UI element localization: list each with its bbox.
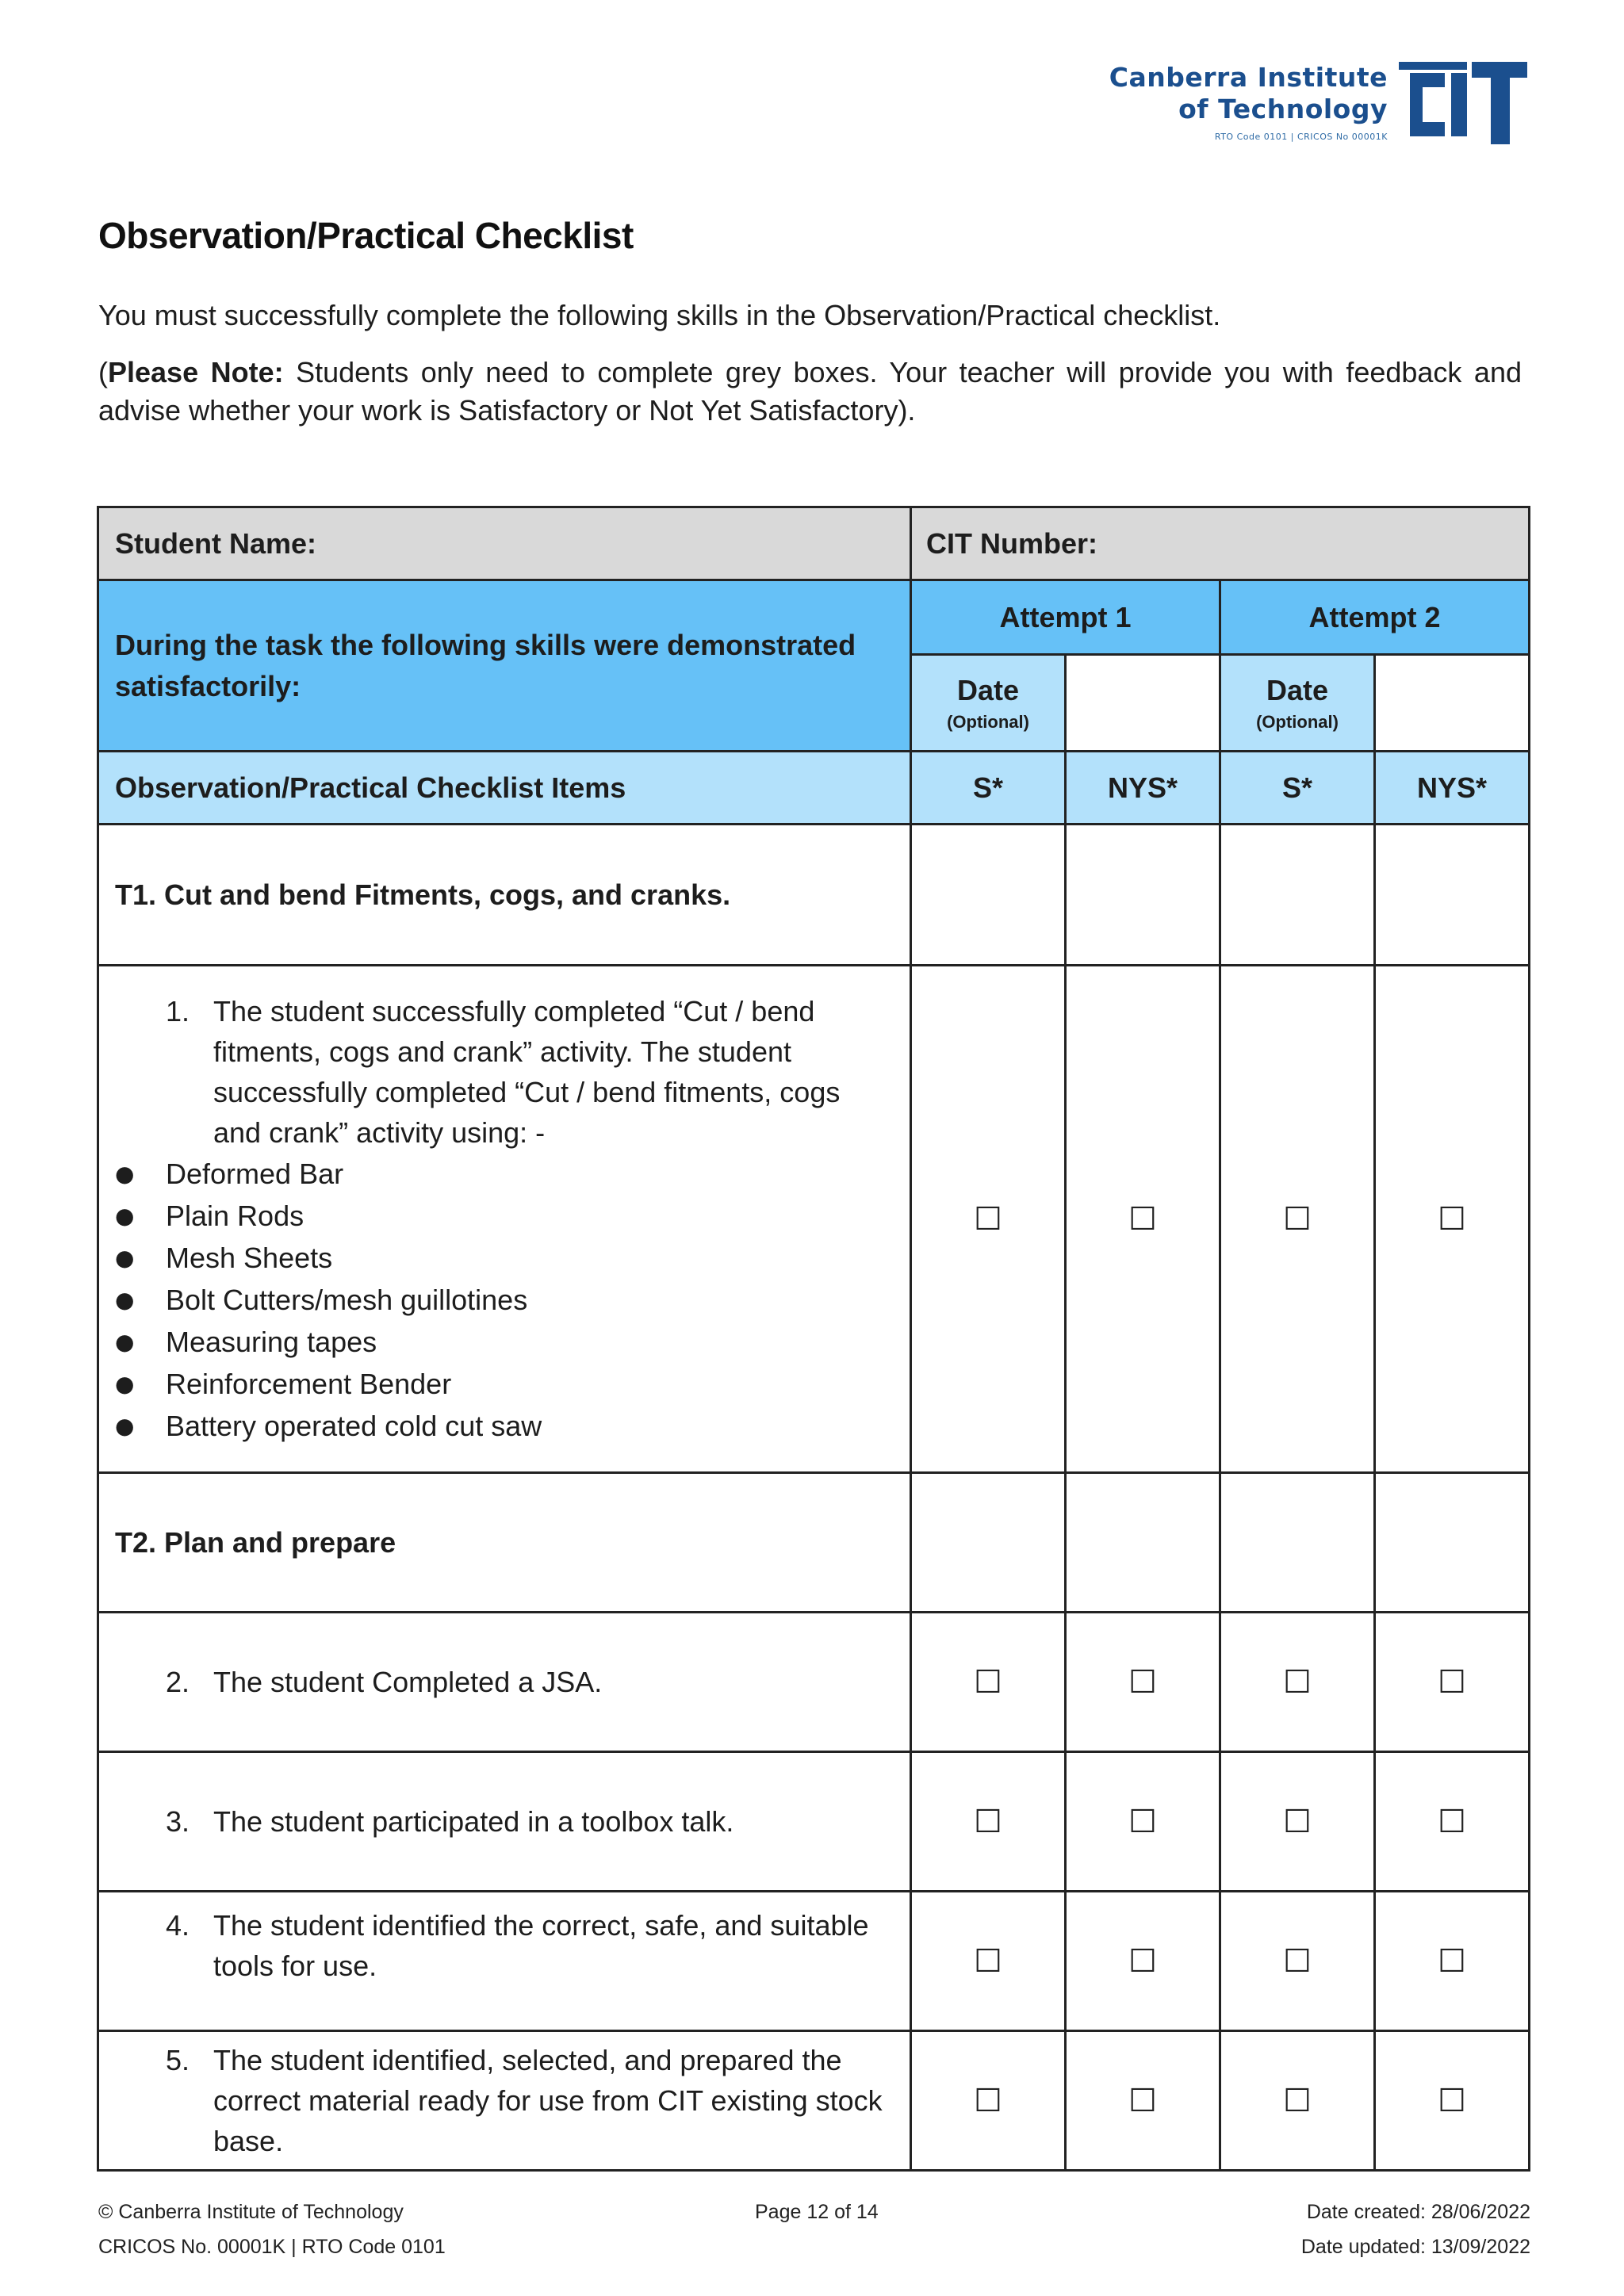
student-name-label: Student Name: bbox=[115, 526, 317, 560]
section-t2-title: T2. Plan and prepare bbox=[98, 1473, 911, 1613]
items-header-row bbox=[98, 752, 1530, 825]
list-item bbox=[115, 1321, 910, 1363]
section-row-t1 bbox=[98, 825, 1530, 966]
item-5-attempt-1-s-checkbox[interactable]: ☐ bbox=[911, 2031, 1066, 2171]
checklist-table bbox=[97, 506, 1530, 2172]
logo-line-2: of Technology bbox=[1178, 94, 1388, 124]
attempt-2-nys-header: NYS* bbox=[1375, 752, 1530, 825]
item-1-text: The student successfully completed “Cut / bend fitments, cogs and crank” activity. The student successfully completed “Cut / bend fitments, cogs and crank” activity using: - bbox=[213, 995, 841, 1149]
date-label: Date bbox=[956, 673, 1020, 706]
list-item bbox=[115, 1153, 910, 1195]
attempt-1-s-header: S* bbox=[911, 752, 1066, 825]
table-row-item-1 bbox=[98, 966, 1530, 1473]
list-item bbox=[115, 1279, 910, 1321]
item-2-text: The student Completed a JSA. bbox=[213, 1666, 603, 1698]
bullet-text: Deformed Bar bbox=[166, 1158, 344, 1190]
logo-line-1: Canberra Institute bbox=[1109, 62, 1388, 93]
item-4-text-block bbox=[99, 1905, 910, 1986]
item-3-cell bbox=[98, 1752, 911, 1892]
bullet-icon: ● bbox=[115, 1371, 135, 1397]
logo-text bbox=[1109, 62, 1388, 142]
empty-cell bbox=[1066, 825, 1220, 966]
item-4-cell bbox=[98, 1892, 911, 2031]
empty-cell bbox=[911, 1473, 1066, 1613]
item-2-attempt-1-s-checkbox[interactable]: ☐ bbox=[911, 1613, 1066, 1752]
cit-number-label: CIT Number: bbox=[926, 526, 1097, 560]
section-row-t2 bbox=[98, 1473, 1530, 1613]
skills-header: During the task the following skills were demonstrated satisfactorily: bbox=[98, 580, 911, 752]
logo-subtext: RTO Code 0101 | CRICOS No 00001K bbox=[1214, 132, 1388, 142]
empty-cell bbox=[1066, 1473, 1220, 1613]
bullet-icon: ● bbox=[115, 1161, 135, 1187]
item-1-text-block bbox=[99, 991, 910, 1153]
bullet-icon: ● bbox=[115, 1413, 135, 1439]
item-4-attempt-1-nys-checkbox[interactable]: ☐ bbox=[1066, 1892, 1220, 2031]
item-5-attempt-2-s-checkbox[interactable]: ☐ bbox=[1220, 2031, 1375, 2171]
attempt-2-date-label bbox=[1220, 655, 1375, 752]
bullet-icon: ● bbox=[115, 1329, 135, 1355]
attempt-2-header: Attempt 2 bbox=[1220, 580, 1530, 655]
cit-number-field[interactable] bbox=[911, 507, 1530, 580]
page-title: Observation/Practical Checklist bbox=[98, 215, 634, 256]
bullet-icon: ● bbox=[115, 1245, 135, 1271]
attempt-1-header: Attempt 1 bbox=[911, 580, 1220, 655]
item-2-cell bbox=[98, 1613, 911, 1752]
attempt-2-s-header: S* bbox=[1220, 752, 1375, 825]
cit-logo-mark-icon bbox=[1399, 62, 1527, 144]
bullet-icon: ● bbox=[115, 1287, 135, 1313]
table-row-item-4 bbox=[98, 1892, 1530, 2031]
student-info-row bbox=[98, 507, 1530, 580]
date-label: Date bbox=[1266, 673, 1329, 706]
item-1-bullet-list bbox=[99, 1153, 910, 1447]
item-5-attempt-2-nys-checkbox[interactable]: ☐ bbox=[1375, 2031, 1530, 2171]
table-row-item-3 bbox=[98, 1752, 1530, 1892]
item-4-attempt-1-s-checkbox[interactable]: ☐ bbox=[911, 1892, 1066, 2031]
footer-copyright: © Canberra Institute of Technology bbox=[98, 2201, 404, 2223]
item-1-number: 1. bbox=[166, 995, 190, 1027]
item-1-attempt-1-nys-checkbox[interactable]: ☐ bbox=[1066, 966, 1220, 1473]
empty-cell bbox=[1375, 825, 1530, 966]
intro-text: You must successfully complete the following skills in the Observation/Practical checklist. bbox=[98, 299, 1221, 331]
table-row-item-5 bbox=[98, 2031, 1530, 2171]
item-5-text: The student identified, selected, and prepared the correct material ready for use from CIT existing stock base. bbox=[213, 2044, 883, 2157]
bullet-text: Plain Rods bbox=[166, 1200, 304, 1232]
items-header: Observation/Practical Checklist Items bbox=[98, 752, 911, 825]
item-4-text: The student identified the correct, safe, and suitable tools for use. bbox=[213, 1909, 869, 1982]
item-3-attempt-2-s-checkbox[interactable]: ☐ bbox=[1220, 1752, 1375, 1892]
item-2-attempt-2-s-checkbox[interactable]: ☐ bbox=[1220, 1613, 1375, 1752]
attempt-1-date-input[interactable] bbox=[1066, 655, 1220, 752]
item-3-number: 3. bbox=[166, 1805, 190, 1838]
item-1-attempt-1-s-checkbox[interactable]: ☐ bbox=[911, 966, 1066, 1473]
item-2-attempt-2-nys-checkbox[interactable]: ☐ bbox=[1375, 1613, 1530, 1752]
list-item bbox=[115, 1237, 910, 1279]
bullet-text: Measuring tapes bbox=[166, 1326, 377, 1358]
item-1-attempt-2-nys-checkbox[interactable]: ☐ bbox=[1375, 966, 1530, 1473]
list-item bbox=[115, 1405, 910, 1447]
item-4-number: 4. bbox=[166, 1909, 190, 1942]
item-3-text: The student participated in a toolbox talk. bbox=[213, 1805, 734, 1838]
cit-logo bbox=[1109, 62, 1527, 144]
item-5-cell bbox=[98, 2031, 911, 2171]
item-3-attempt-2-nys-checkbox[interactable]: ☐ bbox=[1375, 1752, 1530, 1892]
note-open: ( bbox=[98, 356, 108, 388]
footer-date-updated: Date updated: 13/09/2022 bbox=[1300, 2236, 1530, 2258]
item-4-attempt-2-nys-checkbox[interactable]: ☐ bbox=[1375, 1892, 1530, 2031]
optional-label: (Optional) bbox=[947, 711, 1029, 732]
item-3-text-block bbox=[99, 1801, 910, 1842]
item-3-attempt-1-nys-checkbox[interactable]: ☐ bbox=[1066, 1752, 1220, 1892]
empty-cell bbox=[911, 825, 1066, 966]
item-5-attempt-1-nys-checkbox[interactable]: ☐ bbox=[1066, 2031, 1220, 2171]
item-1-attempt-2-s-checkbox[interactable]: ☐ bbox=[1220, 966, 1375, 1473]
empty-cell bbox=[1375, 1473, 1530, 1613]
note-label: Please Note: bbox=[108, 356, 284, 388]
bullet-icon: ● bbox=[115, 1203, 135, 1229]
empty-cell bbox=[1220, 825, 1375, 966]
item-2-text-block bbox=[99, 1662, 910, 1702]
attempt-header-row bbox=[98, 580, 1530, 655]
attempt-2-date-input[interactable] bbox=[1375, 655, 1530, 752]
list-item bbox=[115, 1195, 910, 1237]
student-name-field[interactable] bbox=[98, 507, 911, 580]
bullet-text: Battery operated cold cut saw bbox=[166, 1410, 542, 1442]
attempt-1-date-label bbox=[911, 655, 1066, 752]
bullet-text: Bolt Cutters/mesh guillotines bbox=[166, 1284, 528, 1316]
optional-label: (Optional) bbox=[1256, 711, 1339, 732]
note-text bbox=[98, 354, 1522, 430]
bullet-text: Mesh Sheets bbox=[166, 1242, 333, 1274]
list-item bbox=[115, 1363, 910, 1405]
item-4-attempt-2-s-checkbox[interactable]: ☐ bbox=[1220, 1892, 1375, 2031]
bullet-text: Reinforcement Bender bbox=[166, 1368, 452, 1400]
item-5-number: 5. bbox=[166, 2044, 190, 2076]
item-2-attempt-1-nys-checkbox[interactable]: ☐ bbox=[1066, 1613, 1220, 1752]
item-1-cell bbox=[98, 966, 911, 1473]
section-t1-title: T1. Cut and bend Fitments, cogs, and cranks. bbox=[98, 825, 911, 966]
item-5-text-block bbox=[99, 2040, 910, 2161]
attempt-1-nys-header: NYS* bbox=[1066, 752, 1220, 825]
table-row-item-2 bbox=[98, 1613, 1530, 1752]
item-2-number: 2. bbox=[166, 1666, 190, 1698]
footer-date-created: Date created: 28/06/2022 bbox=[1306, 2201, 1530, 2223]
note-body: Students only need to complete grey boxes. Your teacher will provide you with feedback and advise whether your work is Satisfactory or Not Yet Satisfactory). bbox=[98, 356, 1522, 427]
footer-page-number: Page 12 of 14 bbox=[755, 2201, 879, 2223]
footer-cricos: CRICOS No. 00001K | RTO Code 0101 bbox=[98, 2236, 446, 2258]
item-3-attempt-1-s-checkbox[interactable]: ☐ bbox=[911, 1752, 1066, 1892]
empty-cell bbox=[1220, 1473, 1375, 1613]
